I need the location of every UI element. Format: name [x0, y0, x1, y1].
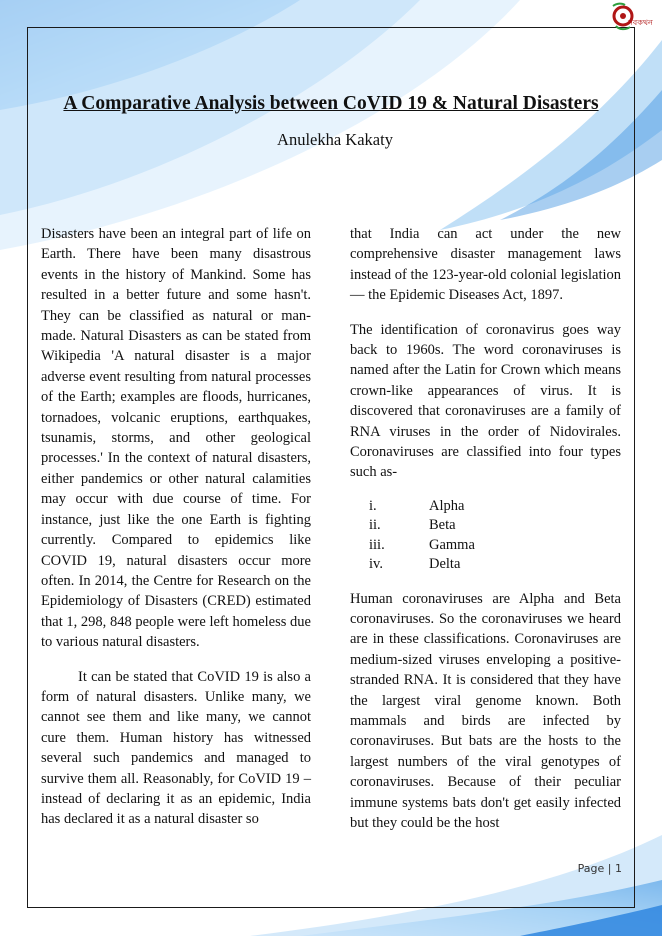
list-item-label: Alpha: [429, 497, 465, 514]
coronavirus-types-list: [350, 497, 621, 575]
list-item: [350, 516, 621, 535]
logo-text: নবকথন: [628, 18, 653, 27]
paragraph: The identification of coronavirus goes way back to 1960s. The word coronaviruses is named after the Latin for Crown which means crown-like appearances of virus. It is discovered that coronaviruses are a family of RNA viruses in the order of Nidovirales. Coronaviruses are classified into four types such as-: [350, 321, 621, 481]
paragraph: It can be stated that CoVID 19 is also a form of natural disasters. Unlike many, we cannot see them and like many, we cannot cure them. Human history has witnessed several such pandemics and managed to survive them all. Reasonably, for CoVID 19 – instead of declaring it as an epidemic, India has declared it as a natural disaster so: [41, 668, 311, 828]
left-column: [41, 224, 311, 830]
list-item-number: ii.: [369, 517, 381, 534]
list-item-label: Delta: [429, 556, 461, 573]
list-item: [350, 536, 621, 555]
paragraph: that India can act under the new comprehensive disaster management laws instead of the 123-year-old colonial legislation — the Epidemic Diseases Act, 1897.: [350, 226, 621, 304]
list-item-label: Beta: [429, 517, 456, 534]
list-item-number: iv.: [369, 556, 383, 573]
article-author: Anulekha Kakaty: [277, 130, 393, 149]
article-title: A Comparative Analysis between CoVID 19 & Natural Disasters: [63, 93, 599, 114]
page-number: Page | 1: [577, 862, 622, 875]
paragraph: Human coronaviruses are Alpha and Beta coronaviruses. So the coronaviruses we heard are in these classifications. Coronaviruses are medium-sized viruses enveloping a positive-stranded RNA. It is considered that they have the largest viral genome known. Both mammals and birds are infected by coronaviruses. But bats are the hosts to the largest numbers of the viral genotypes of coronaviruses. Because of their peculiar immune systems bats don't get easily infected but they could be the host: [350, 590, 621, 831]
list-item-number: i.: [369, 497, 377, 514]
list-item-label: Gamma: [429, 536, 475, 553]
list-item: [350, 555, 621, 574]
right-column: [350, 224, 621, 833]
list-item: [350, 497, 621, 516]
list-item-number: iii.: [369, 536, 385, 553]
paragraph: Disasters have been an integral part of life on Earth. There have been many disastrous events in the history of Mankind. Some has resulted in a better future and some hasn't. They can be classified as natural or man-made. Natural Disasters as can be stated from Wikipedia 'A natural disaster is a major adverse event resulting from natural processes of the Earth; examples are floods, hurricanes, tornadoes, volcanic eruptions, earthquakes, tsunamis, storms, and other geological processes.' In the context of natural disasters, either pandemics or other natural calamities may occur with due course of time. For instance, just like the one Earth is fighting currently. Compared to epidemics like COVID 19, natural disasters occur more often. In 2014, the Centre for Research on the Epidemiology of Disasters (CRED) estimated that 1, 298, 848 people were left homeless due to various natural disasters.: [41, 226, 311, 651]
